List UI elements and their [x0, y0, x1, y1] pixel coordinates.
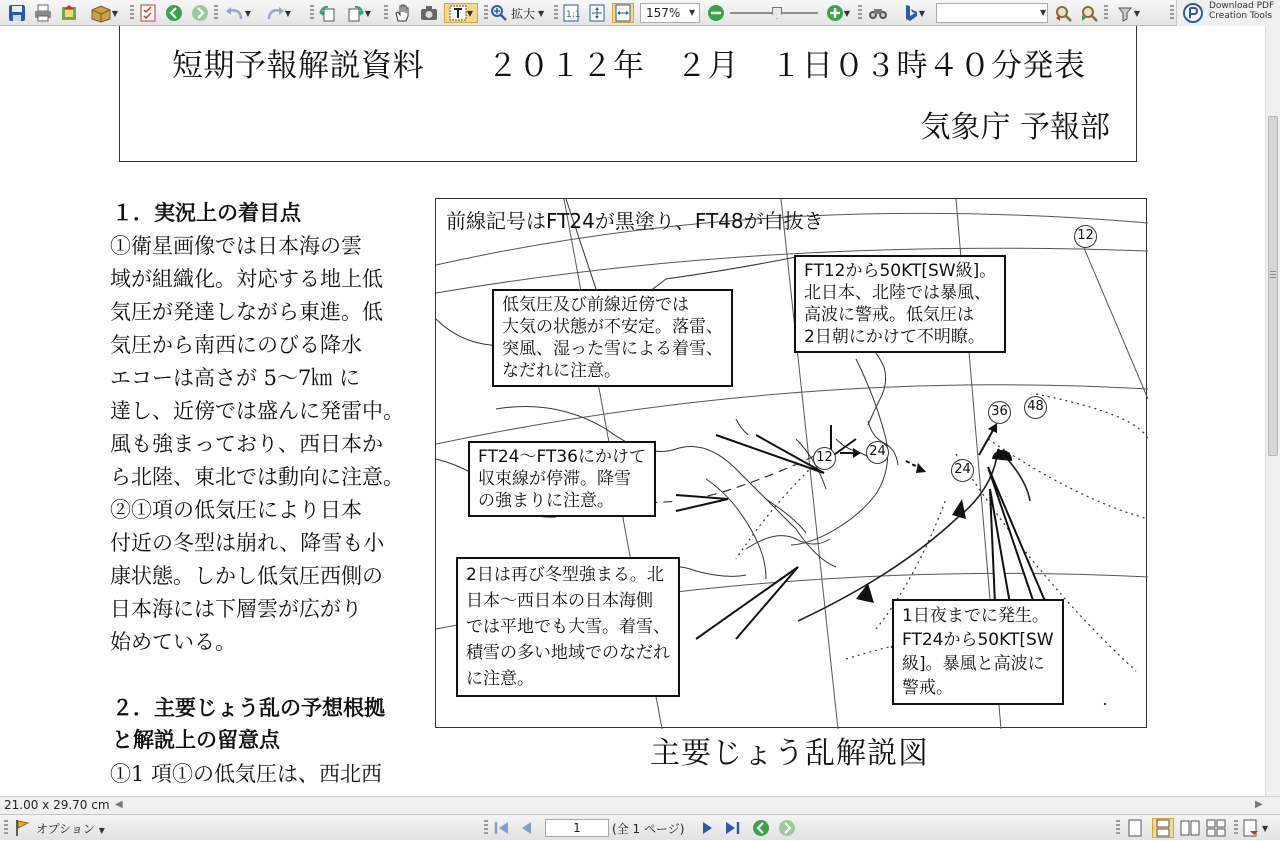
package-menu[interactable]: [84, 3, 124, 23]
print-button[interactable]: [32, 3, 54, 23]
page-display-settings-button[interactable]: [1242, 819, 1260, 841]
chevron-down-icon: ▼: [466, 8, 474, 18]
options-menu[interactable]: [36, 820, 105, 837]
search-next-button[interactable]: [1078, 3, 1100, 23]
continuous-view-button[interactable]: [1152, 818, 1174, 838]
chevron-down-icon[interactable]: ▼: [689, 8, 696, 17]
rotate-left-icon: [318, 4, 336, 22]
toolbar-grip[interactable]: [1234, 820, 1238, 836]
fit-page-icon: [589, 4, 605, 22]
fit-page-button[interactable]: [586, 3, 608, 23]
callout-line: FT24から50KT[SW: [902, 630, 1054, 650]
chevron-down-icon: ▼: [364, 8, 372, 18]
toolbar-grip[interactable]: [384, 5, 388, 21]
body-text-line: 康状態。しかし低気圧西側の: [110, 564, 383, 588]
rotate-right-icon: [347, 4, 365, 22]
callout-line: 低気圧及び前線近傍では: [502, 295, 689, 315]
single-page-view-button[interactable]: [1126, 819, 1144, 841]
body-text-line: 気圧から南西にのびる降水: [110, 333, 362, 357]
first-page-button[interactable]: [494, 819, 510, 841]
callout-line: 突風、湿った雪による着雪、: [502, 339, 723, 359]
figure-heading: 前線記号はFT24が黒塗り、FT48が白抜き: [446, 209, 824, 233]
toolbar-grip[interactable]: [484, 5, 488, 21]
toolbar-grip[interactable]: [214, 5, 218, 21]
callout-unstable-atmosphere: [492, 289, 733, 387]
chevron-down-icon: ▼: [284, 8, 292, 18]
find-prev-icon: [1054, 4, 1072, 22]
back-button[interactable]: [164, 3, 184, 23]
save-button[interactable]: [6, 3, 28, 23]
fit-width-icon: [615, 4, 631, 22]
chevron-down-icon[interactable]: ▼: [1262, 824, 1269, 833]
body-text-line: ①衛星画像では日本海の雲: [110, 234, 362, 258]
zoom-level-value: 157%: [646, 6, 681, 20]
package-icon: [90, 4, 112, 22]
body-text-line: 風も強まっており、西日本か: [110, 432, 383, 456]
chevron-down-icon: ▼: [111, 8, 119, 18]
toolbar-grip[interactable]: [554, 5, 558, 21]
highlight-menu[interactable]: [1110, 3, 1146, 23]
chevron-down-icon: ▼: [918, 8, 926, 18]
minus-circle-icon: [707, 4, 725, 22]
callout-new-low: [892, 599, 1064, 705]
export-button[interactable]: [58, 3, 80, 23]
body-text-line: 日本海には下層雲が広がり: [110, 597, 362, 621]
plus-circle-icon: [826, 4, 844, 22]
search-engine-menu[interactable]: [896, 3, 932, 23]
text-select-icon: [449, 5, 467, 21]
chevron-down-icon: ▼: [843, 8, 851, 18]
document-title: 短期予報解説資料 ２０１２年 ２月 １日０３時４０分発表: [172, 48, 1086, 84]
callout-convergence-line: [468, 441, 656, 517]
find-next-icon: [1080, 4, 1098, 22]
body-text-line: エコーは高さが 5～7㎞ に: [110, 366, 361, 390]
callout-line: 大気の状態が不安定。落雷、: [502, 317, 723, 337]
zoom-in-icon: [490, 4, 508, 22]
toolbar-grip[interactable]: [1170, 5, 1174, 21]
callout-low-pressure-warning: [794, 255, 1006, 353]
body-text-line: 達し、近傍では盛んに発雷中。: [110, 399, 404, 423]
rotate-right-button[interactable]: [342, 3, 376, 23]
figure-caption: 主要じょう乱解説図: [650, 736, 929, 771]
main-toolbar: [0, 0, 1280, 26]
zoom-in-button[interactable]: [822, 3, 854, 23]
hand-tool-button[interactable]: [392, 3, 412, 23]
callout-line: 北日本、北陸では暴風、: [804, 283, 991, 303]
forecast-time-marker: 24: [866, 441, 889, 464]
options-label: オプション: [36, 822, 95, 836]
callout-line: 2日朝にかけて不明瞭。: [804, 327, 985, 347]
vertical-scrollbar[interactable]: [1265, 26, 1280, 796]
fit-width-button[interactable]: [612, 3, 634, 23]
pdf-tools-logo-icon: [1181, 3, 1205, 27]
body-text-line: 域が組織化。対応する地上低: [110, 267, 383, 291]
hand-icon: [394, 4, 410, 22]
text-select-tool-button[interactable]: [444, 3, 478, 23]
body-text-line: ②①項の低気圧により日本: [110, 498, 362, 522]
zoom-out-button[interactable]: [706, 3, 726, 23]
navigation-bar: [0, 814, 1280, 840]
chevron-down-icon: ▼: [538, 8, 545, 18]
redo-icon: [265, 5, 285, 21]
forward-button[interactable]: [190, 3, 210, 23]
callout-line: 警戒。: [902, 678, 953, 698]
zoom-mode-menu[interactable]: [490, 3, 550, 23]
callout-line: 1日夜までに発生。: [902, 606, 1049, 626]
scroll-left-icon[interactable]: ◀: [115, 799, 123, 810]
chevron-down-icon: ▼: [244, 8, 252, 18]
undo-icon: [225, 5, 245, 21]
callout-winter-pattern: [456, 557, 680, 697]
scrollbar-grip-icon: [1270, 271, 1276, 279]
export-icon: [60, 4, 78, 22]
chevron-down-icon: ▼: [98, 826, 105, 835]
binoculars-icon: [868, 5, 888, 21]
section-2-heading: ２．主要じょう乱の予想根拠: [112, 696, 385, 720]
search-input[interactable]: [936, 3, 1048, 23]
body-text-line: 始めている。: [110, 630, 236, 654]
vertical-scrollbar-thumb[interactable]: [1268, 116, 1278, 456]
document-viewport[interactable]: [0, 26, 1265, 796]
callout-line: 積雪の多い地域でのなだれ: [466, 643, 670, 663]
toolbar-grip[interactable]: [310, 5, 314, 21]
body-text-line: ら北陸、東北では動向に注意。: [110, 465, 404, 489]
document-header-box: [119, 26, 1137, 162]
chevron-down-icon: ▼: [1133, 8, 1141, 18]
body-text-line: ①1 項①の低気圧は、西北西: [110, 762, 383, 786]
download-pdf-tools-label: Download PDF Creation Tools: [1209, 1, 1275, 21]
previous-page-button[interactable]: [518, 819, 534, 841]
last-page-button[interactable]: [724, 819, 740, 841]
checklist-button[interactable]: [138, 3, 158, 23]
print-icon: [34, 4, 52, 22]
callout-line: 2日は再び冬型強まる。北: [466, 565, 664, 585]
download-pdf-tools-button[interactable]: [1176, 0, 1280, 26]
callout-line: 収束線が停滞。降雪: [478, 469, 631, 489]
forecast-time-marker: 24: [951, 459, 974, 482]
undo-button[interactable]: [220, 3, 256, 23]
arrow-right-circle-icon: [191, 4, 209, 22]
forecast-time-marker: 12: [1074, 225, 1097, 248]
body-text-line: 付近の冬型は崩れ、降雪も小: [110, 531, 385, 555]
toolbar-grip[interactable]: [1104, 5, 1108, 21]
section-2-heading: と解説上の留意点: [112, 728, 280, 752]
callout-line: FT24～FT36にかけて: [478, 447, 646, 467]
callout-line: に注意。: [466, 669, 534, 689]
facing-view-button[interactable]: [1180, 819, 1200, 841]
find-button[interactable]: [866, 3, 890, 23]
toolbar-grip[interactable]: [1116, 820, 1120, 836]
actual-size-icon: [563, 4, 579, 22]
section-1-heading: １．実況上の着目点: [112, 201, 301, 225]
page-size-bar: [0, 796, 1280, 814]
next-page-button[interactable]: [700, 819, 716, 841]
toolbar-grip[interactable]: [130, 5, 134, 21]
redo-button[interactable]: [258, 3, 298, 23]
checklist-icon: [140, 4, 156, 22]
continuous-facing-view-button[interactable]: [1206, 819, 1226, 841]
search-prev-button[interactable]: [1052, 3, 1074, 23]
scroll-right-icon[interactable]: ▶: [1255, 799, 1263, 810]
toolbar-grip[interactable]: [4, 820, 8, 836]
arrow-left-circle-icon: [165, 4, 183, 22]
actual-size-button[interactable]: [560, 3, 582, 23]
forecast-time-marker: 48: [1024, 396, 1047, 419]
bing-icon: [903, 4, 919, 22]
forecast-time-marker: 12: [813, 447, 836, 470]
nav-forward-button[interactable]: [778, 819, 796, 841]
page-number-input[interactable]: [545, 819, 609, 837]
save-icon: [8, 4, 26, 22]
highlighter-icon: [1116, 4, 1134, 22]
callout-line: 級]。暴風と高波に: [902, 654, 1045, 674]
chevron-down-icon[interactable]: ▼: [1040, 8, 1047, 17]
page-size-label: 21.00 x 29.70 cm: [4, 798, 110, 812]
forecast-time-marker: 36: [988, 401, 1011, 424]
callout-line: では平地でも大雪。着雪、: [466, 617, 670, 637]
body-text-line: 気圧が発達しながら東進。低: [110, 300, 383, 324]
disturbance-map-figure: [435, 198, 1147, 728]
zoom-mode-label: 拡大: [511, 6, 536, 21]
callout-line: なだれに注意。: [502, 361, 621, 381]
rotate-left-button[interactable]: [316, 3, 338, 23]
issuing-department: 気象庁 予報部: [920, 110, 1110, 145]
page-total-label: (全 1 ページ): [612, 822, 685, 836]
toolbar-grip[interactable]: [858, 5, 862, 21]
camera-icon: [420, 5, 438, 21]
zoom-slider-thumb[interactable]: [772, 7, 782, 19]
callout-line: 高波に警戒。低気圧は: [804, 305, 974, 325]
toolbar-grip[interactable]: [484, 820, 488, 836]
callout-line: 日本～西日本の日本海側: [466, 591, 653, 611]
snapshot-button[interactable]: [418, 3, 440, 23]
svg-text:1:1: 1:1: [566, 10, 581, 20]
callout-line: FT12から50KT[SW級]。: [804, 261, 997, 281]
nav-back-button[interactable]: [752, 819, 770, 841]
options-flag-icon[interactable]: [14, 819, 30, 841]
page-number-value: 1: [573, 821, 581, 835]
callout-line: の強まりに注意。: [478, 491, 614, 511]
